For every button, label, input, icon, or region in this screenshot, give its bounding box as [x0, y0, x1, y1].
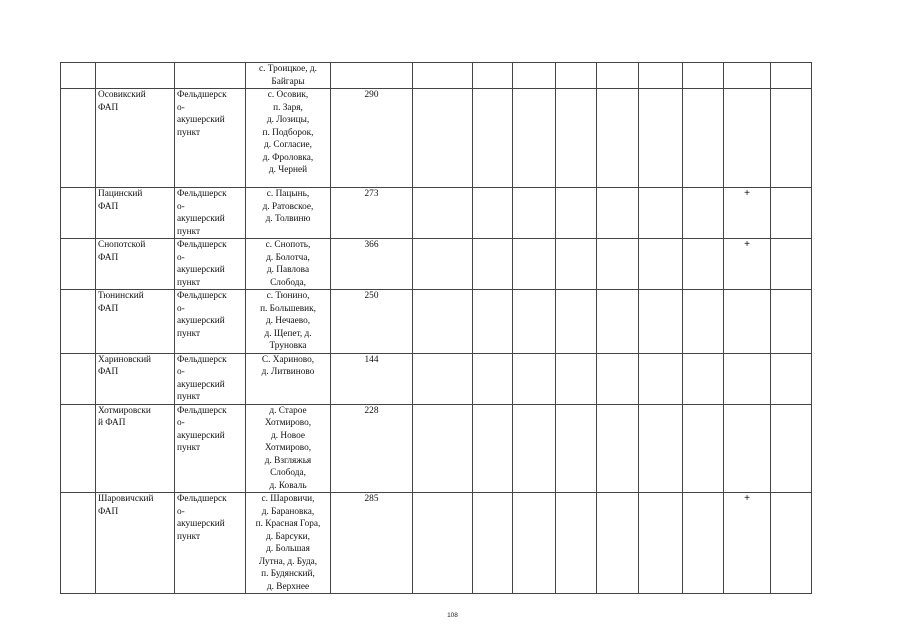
cell-type — [175, 404, 246, 493]
cell-empty — [771, 63, 812, 89]
cell-empty — [473, 404, 513, 493]
cell-empty — [556, 188, 597, 239]
facility-type-line: о- — [177, 201, 185, 212]
cell-population: 273 — [331, 188, 413, 239]
cell-settlements — [246, 353, 331, 404]
cell-mark — [724, 89, 771, 188]
cell-settlements — [246, 493, 331, 594]
cell-number — [61, 239, 96, 290]
settlement-line: д. Барановка, — [261, 506, 315, 517]
cell-empty — [597, 404, 639, 493]
cell-population: 366 — [331, 239, 413, 290]
cell-settlements — [246, 239, 331, 290]
settlement-line: с. Троицкое, д. — [259, 64, 317, 74]
cell-empty — [639, 493, 683, 594]
settlement-line: д. Барсуки, — [266, 531, 310, 542]
facility-type-line: акушерский — [177, 519, 225, 529]
cell-empty — [556, 353, 597, 404]
settlement-line: с. Осовик, — [267, 90, 309, 100]
table-row — [61, 89, 812, 188]
settlement-line: с. Тюнино, — [266, 291, 310, 301]
facility-type-line: акушерский — [177, 214, 225, 224]
cell-mark — [724, 404, 771, 493]
cell-population — [331, 63, 413, 89]
facility-type-line: пункт — [177, 226, 201, 237]
cell-empty — [683, 353, 724, 404]
settlement-line: д. Толвиню — [265, 214, 311, 224]
table-row — [61, 493, 812, 594]
cell-empty — [556, 404, 597, 493]
cell-name — [96, 239, 175, 290]
settlement-line: д. Согласие, — [264, 140, 312, 150]
facility-name-line: ФАП — [98, 201, 119, 212]
table-row — [61, 404, 812, 493]
settlement-line: п. Будянский, — [261, 569, 315, 579]
settlement-line: д. Новое — [271, 430, 305, 441]
cell-empty — [639, 290, 683, 354]
cell-type — [175, 89, 246, 188]
cell-number — [61, 188, 96, 239]
facility-type-line: Фельдшерск — [177, 405, 227, 416]
settlement-line: Лутна, д. Буда, — [258, 556, 318, 567]
cell-name — [96, 89, 175, 188]
cell-empty — [413, 493, 473, 594]
cell-empty — [513, 290, 556, 354]
facility-name-line: ФАП — [98, 102, 119, 113]
settlement-line: Труновка — [269, 341, 307, 351]
facility-type-line: Фельдшерск — [177, 291, 227, 301]
facility-name-line: Осовикский — [98, 90, 146, 100]
cell-mark: + — [724, 188, 771, 239]
cell-empty — [473, 493, 513, 594]
cell-empty — [639, 188, 683, 239]
table-body — [61, 63, 812, 594]
cell-mark: + — [724, 493, 771, 594]
table-row — [61, 353, 812, 404]
settlement-line: д. Болотча, — [266, 252, 310, 263]
cell-empty — [556, 63, 597, 89]
facility-name-line: Шаровичский — [98, 494, 154, 504]
cell-settlements — [246, 290, 331, 354]
cell-empty — [639, 239, 683, 290]
settlement-line: Слобода, — [270, 468, 306, 478]
facility-type-line: пункт — [177, 127, 201, 138]
cell-empty — [771, 239, 812, 290]
facility-name-line: ФАП — [98, 303, 119, 314]
facilities-table — [60, 62, 812, 594]
cell-empty — [597, 188, 639, 239]
cell-empty — [683, 239, 724, 290]
facility-type-line: акушерский — [177, 265, 225, 275]
cell-population: 250 — [331, 290, 413, 354]
cell-empty — [683, 290, 724, 354]
cell-settlements — [246, 188, 331, 239]
cell-empty — [683, 404, 724, 493]
settlement-line: Слобода, — [270, 277, 306, 288]
settlement-line: Хотмирово, — [264, 443, 312, 453]
settlement-line: п. Подборок, — [262, 127, 314, 138]
settlement-line: п. Красная Гора, — [255, 519, 321, 529]
cell-number — [61, 89, 96, 188]
cell-mark: + — [724, 239, 771, 290]
cell-name — [96, 290, 175, 354]
cell-empty — [771, 290, 812, 354]
facility-type-line: о- — [177, 303, 185, 314]
cell-empty — [413, 188, 473, 239]
facility-type-line: Фельдшерск — [177, 189, 227, 199]
table-row-continuation — [61, 63, 812, 89]
facility-name-line: Хариновский — [98, 354, 152, 365]
cell-empty — [771, 404, 812, 493]
cell-empty — [413, 89, 473, 188]
cell-empty — [597, 239, 639, 290]
settlement-line: д. Павлова — [266, 265, 310, 275]
settlement-line: д. Литвиново — [261, 367, 315, 377]
facility-type-line: пункт — [177, 277, 201, 288]
facility-type-line: пункт — [177, 531, 201, 542]
facility-type-line: Фельдшерск — [177, 494, 227, 504]
cell-empty — [413, 63, 473, 89]
facility-type-line: Фельдшерск — [177, 240, 227, 250]
cell-empty — [513, 353, 556, 404]
cell-type — [175, 239, 246, 290]
cell-empty — [513, 63, 556, 89]
settlement-line: д. Коваль — [269, 480, 307, 491]
cell-empty — [556, 290, 597, 354]
facility-type-line: акушерский — [177, 379, 225, 390]
cell-empty — [639, 63, 683, 89]
cell-empty — [597, 89, 639, 188]
cell-type — [175, 290, 246, 354]
cell-empty — [473, 63, 513, 89]
cell-empty — [413, 404, 473, 493]
settlement-line: д. Ратовское, — [262, 201, 314, 212]
cell-empty — [513, 89, 556, 188]
facility-name-line: ФАП — [98, 506, 119, 517]
facility-type-line: акушерский — [177, 316, 225, 326]
facility-type-line: пункт — [177, 443, 201, 453]
settlement-line: д. Щепет, д. — [264, 328, 312, 339]
cell-settlements — [246, 89, 331, 188]
facility-name-line: ФАП — [98, 367, 119, 377]
cell-empty — [473, 353, 513, 404]
cell-empty — [413, 239, 473, 290]
facility-name-line: ФАП — [98, 252, 119, 263]
facility-type-line: акушерский — [177, 430, 225, 441]
cell-type — [175, 188, 246, 239]
settlement-line: д. Взгляжья — [264, 455, 312, 466]
facility-type-line: о- — [177, 252, 185, 263]
cell-empty — [771, 188, 812, 239]
cell-empty — [639, 353, 683, 404]
cell-empty — [413, 353, 473, 404]
cell-population: 285 — [331, 493, 413, 594]
settlement-line: с. Снопоть, — [265, 240, 311, 250]
table-row — [61, 239, 812, 290]
facility-name-line: Тюнинский — [98, 291, 144, 301]
cell-name — [96, 493, 175, 594]
cell-empty — [413, 290, 473, 354]
settlement-line: Байгары — [271, 76, 305, 87]
cell-type — [175, 63, 246, 89]
facility-type-line: пункт — [177, 328, 201, 339]
cell-name — [96, 404, 175, 493]
cell-empty — [473, 89, 513, 188]
cell-empty — [639, 89, 683, 188]
cell-type — [175, 493, 246, 594]
cell-empty — [513, 188, 556, 239]
facility-type-line: о- — [177, 102, 185, 113]
facility-name-line: Снопотской — [98, 240, 146, 250]
settlement-line: С. Хариново, — [261, 354, 315, 365]
cell-empty — [683, 89, 724, 188]
settlement-line: п. Заря, — [273, 102, 303, 113]
cell-empty — [513, 404, 556, 493]
settlement-line: Хотмирово, — [264, 418, 312, 428]
settlement-line: д. Нечаево, — [265, 316, 311, 326]
cell-number — [61, 404, 96, 493]
cell-name — [96, 63, 175, 89]
facility-type-line: Фельдшерск — [177, 90, 227, 100]
settlement-line: д. Старое — [269, 405, 307, 416]
cell-empty — [513, 239, 556, 290]
cell-empty — [683, 188, 724, 239]
page-number: 108 — [447, 612, 458, 619]
facility-name-line: Хотмировски — [98, 405, 151, 416]
cell-empty — [556, 493, 597, 594]
cell-name — [96, 188, 175, 239]
facility-name-line: Пацинский — [98, 189, 143, 199]
facility-name-line: й ФАП — [98, 418, 126, 428]
cell-empty — [513, 493, 556, 594]
facility-type-line: о- — [177, 418, 185, 428]
cell-empty — [473, 188, 513, 239]
facility-type-line: Фельдшерск — [177, 354, 227, 365]
settlement-line: д. Черней — [268, 165, 308, 175]
settlement-line: д. Большая — [266, 544, 310, 554]
cell-empty — [597, 290, 639, 354]
cell-empty — [771, 353, 812, 404]
cell-empty — [771, 89, 812, 188]
cell-empty — [597, 63, 639, 89]
cell-empty — [683, 63, 724, 89]
settlement-line: д. Фроловка, — [262, 152, 314, 163]
cell-empty — [683, 493, 724, 594]
cell-empty — [771, 493, 812, 594]
cell-mark — [724, 353, 771, 404]
cell-empty — [556, 89, 597, 188]
settlement-line: с. Шаровичи, — [261, 494, 315, 504]
cell-settlements — [246, 63, 331, 89]
facility-type-line: акушерский — [177, 115, 225, 125]
cell-empty — [556, 239, 597, 290]
table-row — [61, 188, 812, 239]
settlement-line: д. Лозицы, — [266, 115, 310, 125]
cell-number — [61, 353, 96, 404]
cell-number — [61, 63, 96, 89]
cell-number — [61, 493, 96, 594]
cell-mark — [724, 290, 771, 354]
cell-empty — [597, 493, 639, 594]
cell-empty — [473, 239, 513, 290]
facility-type-line: о- — [177, 367, 185, 377]
cell-population: 144 — [331, 353, 413, 404]
cell-settlements — [246, 404, 331, 493]
cell-empty — [473, 290, 513, 354]
cell-number — [61, 290, 96, 354]
cell-empty — [597, 353, 639, 404]
cell-population: 228 — [331, 404, 413, 493]
settlement-line: с. Пацынь, — [266, 189, 310, 199]
cell-name — [96, 353, 175, 404]
cell-empty — [639, 404, 683, 493]
cell-mark — [724, 63, 771, 89]
cell-type — [175, 353, 246, 404]
cell-population: 290 — [331, 89, 413, 188]
facility-type-line: о- — [177, 506, 185, 517]
settlement-line: д. Верхнее — [266, 581, 310, 592]
settlement-line: п. Большевик, — [260, 303, 316, 314]
facility-type-line: пункт — [177, 392, 201, 402]
table-row — [61, 290, 812, 354]
